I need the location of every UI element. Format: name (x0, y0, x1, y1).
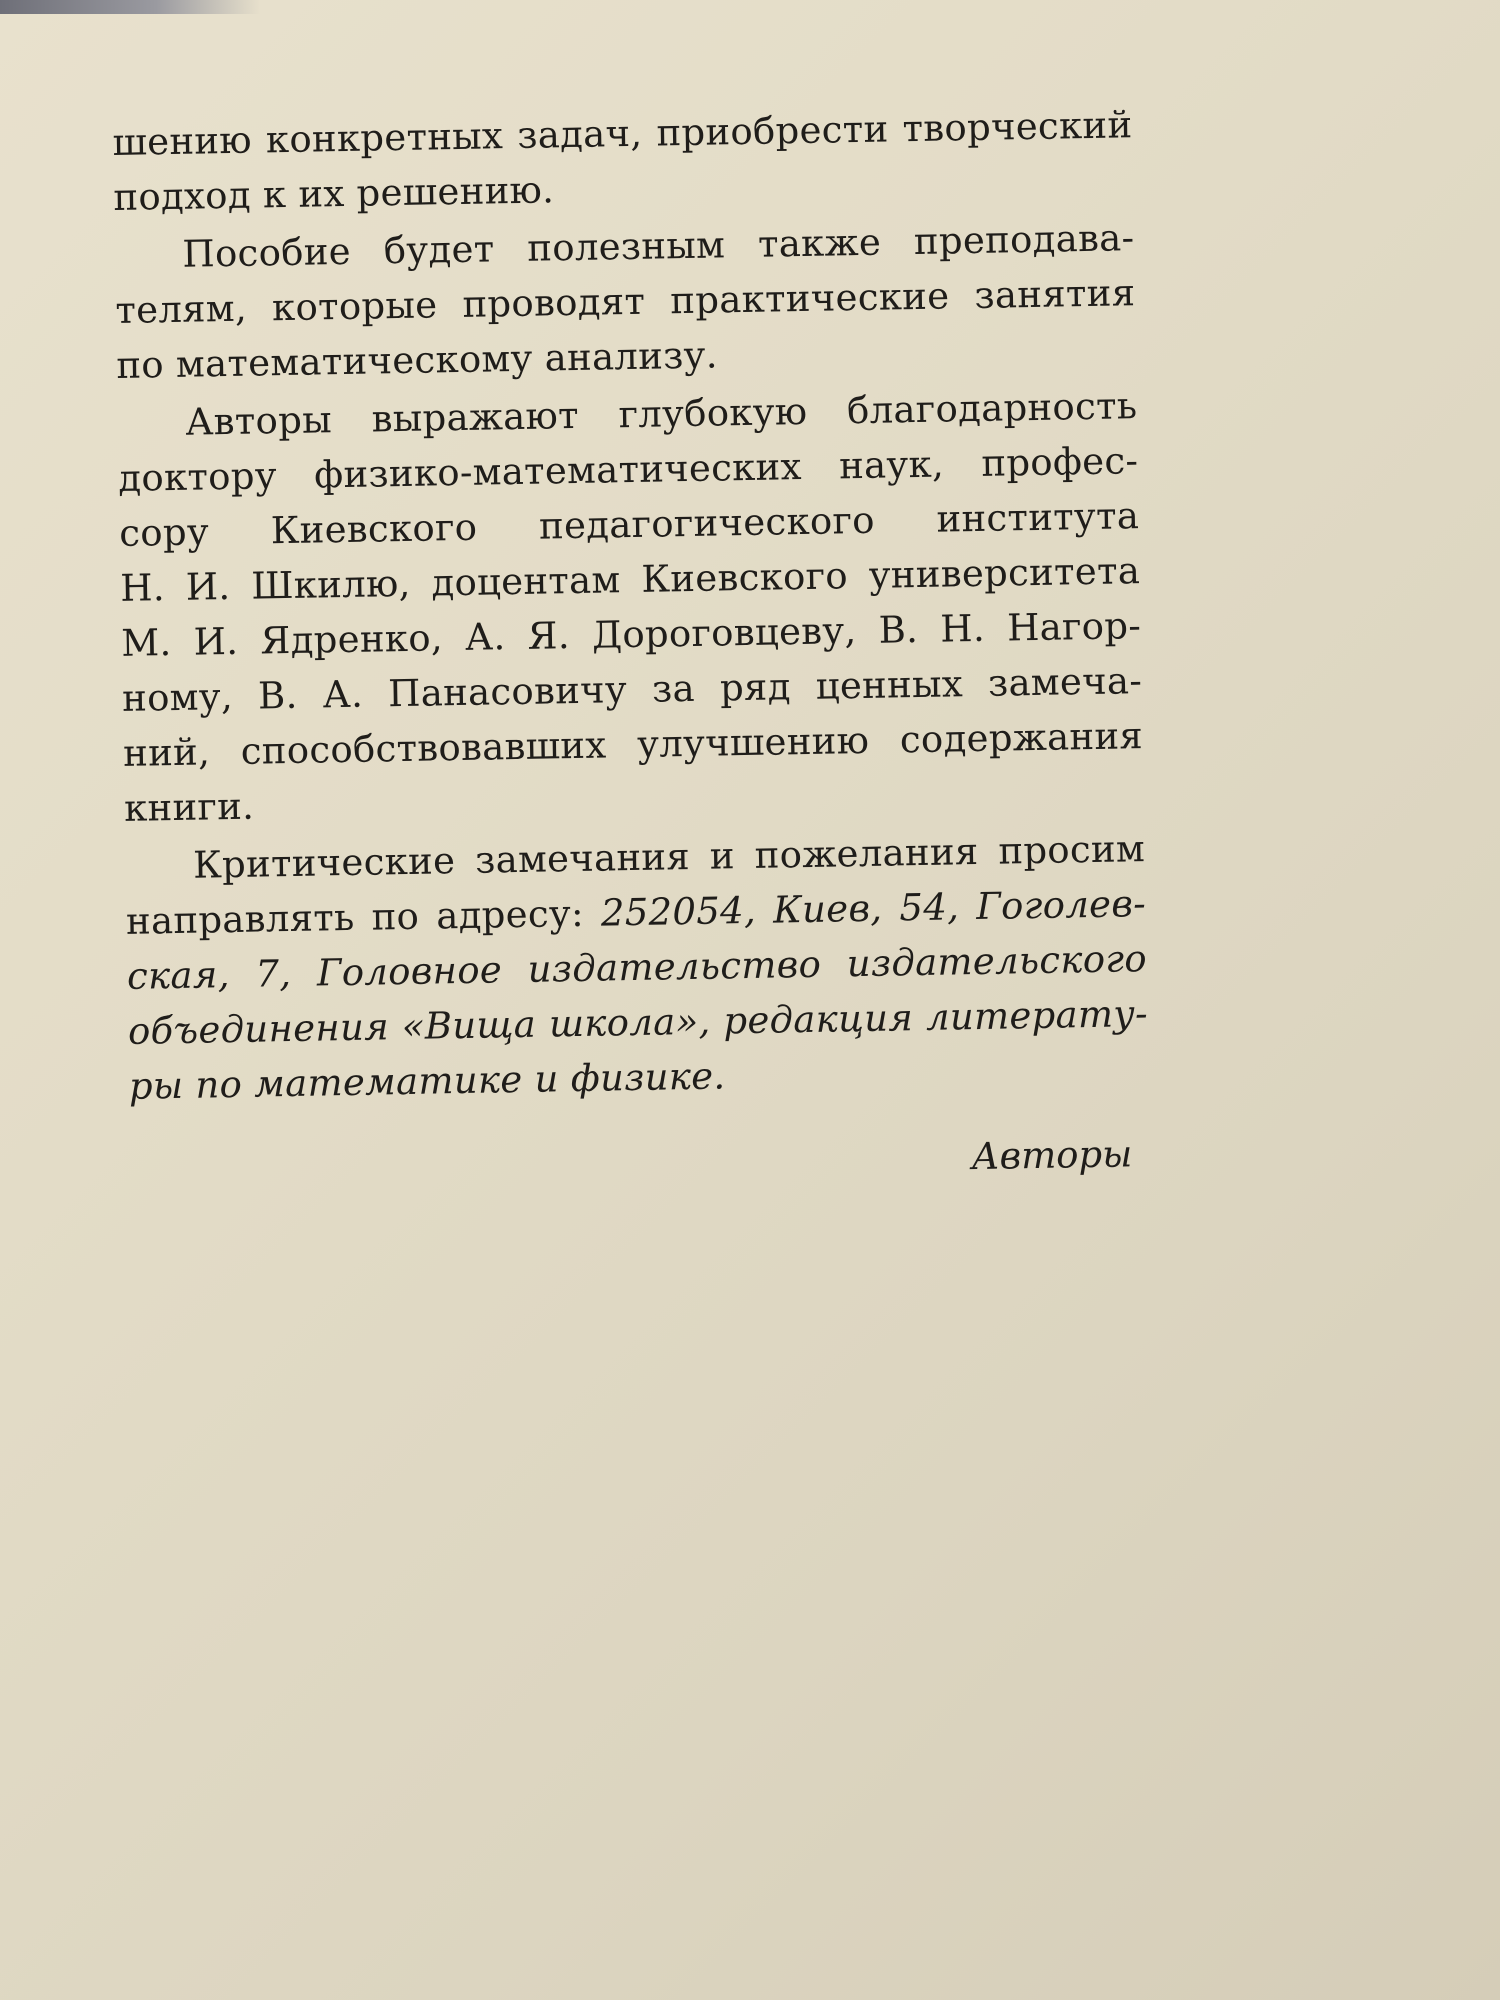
text-line: ний, способствовавших улучшению содержания (122, 714, 1144, 775)
text-line: по математическому анализу. (115, 333, 719, 387)
signature-authors: Авторы (971, 1132, 1133, 1179)
address-text: 252054, Киев, 54, Гоголев- (600, 882, 1147, 935)
text-line: доктору физико-математических наук, профес- (117, 439, 1139, 500)
book-page (112, 97, 1151, 1199)
address-lead-text: направлять по адресу: (125, 891, 585, 943)
text-line: Критические замечания и пожелания просим (192, 827, 1146, 887)
address-text-line: ры по математике и физике. (128, 1054, 726, 1108)
address-text-line: ская, 7, Головное издательство издательского (126, 937, 1148, 998)
text-line: Н. И. Шкилю, доцентам Киевского университета (119, 549, 1141, 610)
paragraph-feedback-address (125, 821, 1150, 1114)
text-line: Авторы выражают глубокую благодарность (184, 384, 1138, 444)
page-edge-shadow (0, 0, 260, 14)
text-line: ному, В. А. Панасовичу за ряд ценных замеча- (121, 659, 1143, 720)
text-line: Пособие будет полезным также преподава- (182, 216, 1135, 276)
paragraph-acknowledgements (117, 378, 1145, 836)
text-line: книги. (123, 784, 255, 830)
paragraph-intro-end (112, 97, 1134, 225)
text-line: шению конкретных задач, приобрести творческий (112, 103, 1133, 164)
text-line: сору Киевского педагогического института (118, 494, 1140, 555)
text-line: М. И. Ядренко, А. Я. Дороговцеву, В. Н. Нагор- (120, 604, 1142, 665)
text-line: подход к их решению. (113, 168, 555, 219)
address-text-line: объединения «Вища школа», редакция литерату- (127, 992, 1149, 1053)
paragraph-usefulness (114, 210, 1137, 393)
text-line: телям, которые проводят практические занятия (115, 271, 1136, 332)
